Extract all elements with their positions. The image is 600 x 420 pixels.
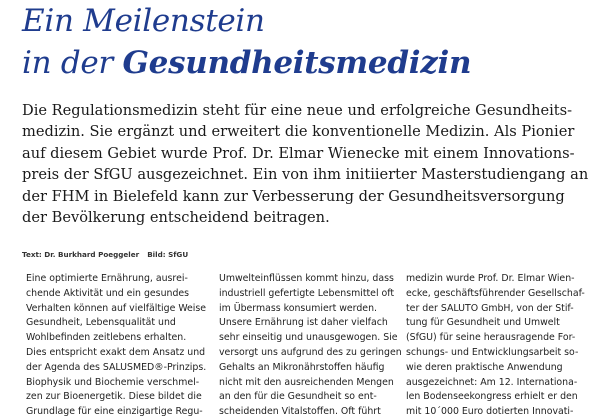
column-line: len Bodenseekongress erhielt er den [406, 391, 578, 403]
column-line: medizin wurde Prof. Dr. Elmar Wien- [406, 273, 575, 284]
column-line: ausgezeichnet: Am 12. Internationa- [406, 376, 578, 388]
lead-line: der Bevölkerung entscheidend beitragen. [22, 209, 330, 227]
title-line-2-prefix: in der [22, 45, 123, 81]
lead-paragraph [22, 100, 592, 228]
column-line: nicht mit den ausreichenden Mengen [219, 376, 394, 388]
column-line: Verhalten können auf vielfältige Weise [26, 302, 207, 314]
column-line: an den für die Gesundheit so ent- [219, 391, 377, 403]
author-credit: Text: Dr. Burkhard Poeggeler [22, 250, 140, 259]
column-line: Grundlage für eine einzigartige Regu- [26, 406, 203, 418]
article-title [22, 0, 471, 84]
body-column-1 [26, 272, 207, 420]
column-line: scheidenden Vitalstoffen. Oft führt [219, 406, 381, 418]
column-line: zen zur Bioenergetik. Diese bildet die [26, 391, 202, 403]
lead-line: preis der SfGU ausgezeichnet. Ein von ihm initiierter Masterstudiengang an [22, 166, 589, 184]
column-line: mit 10´000 Euro dotierten Innovati- [406, 406, 574, 418]
column-line: Wohlbefinden zeitlebens erhalten. [26, 332, 187, 344]
title-line-2 [22, 42, 471, 84]
column-line: Biophysik und Biochemie verschmel- [26, 376, 200, 388]
column-line: ecke, geschäftsführender Gesellschaf- [406, 287, 585, 299]
article-credits [22, 250, 188, 260]
body-column-3 [406, 272, 586, 420]
column-line: ter der SALUTO GmbH, von der Stif- [406, 302, 574, 314]
lead-line: medizin. Sie ergänzt und erweitert die konventionelle Medizin. Als Pionier [22, 123, 575, 141]
column-line: (SfGU) für seine herausragende For- [406, 332, 576, 344]
column-line: Umwelteinflüssen kommt hinzu, dass [219, 273, 394, 284]
lead-line: der FHM in Bielefeld kann zur Verbesserung der Gesundheitsversorgung [22, 187, 565, 205]
column-line: sehr einseitig und unausgewogen. Sie [219, 332, 398, 344]
column-line: wie deren praktische Anwendung [406, 361, 563, 373]
column-line: schungs- und Entwicklungsarbeit so- [406, 346, 579, 358]
column-line: tung für Gesundheit und Umwelt [406, 317, 560, 329]
lead-line: auf diesem Gebiet wurde Prof. Dr. Elmar Wienecke mit einem Innovations- [22, 144, 575, 162]
image-credit: Bild: SfGU [147, 250, 189, 259]
column-line: Dies entspricht exakt dem Ansatz und [26, 346, 206, 358]
column-line: im Übermass konsumiert werden. [219, 302, 377, 314]
column-line: Eine optimierte Ernährung, ausrei- [26, 273, 188, 284]
column-line: industriell gefertigte Lebensmittel oft [219, 287, 395, 299]
body-column-2 [219, 272, 402, 420]
title-line-2-bold: Gesundheitsmedizin [122, 45, 472, 81]
column-line: Gehalts an Mikronährstoffen häufig [219, 361, 385, 373]
column-line: der Agenda des SALUSMED®-Prinzips. [26, 361, 207, 373]
column-line: Unsere Ernährung ist daher vielfach [219, 317, 388, 329]
column-line: Gesundheit, Lebensqualität und [26, 317, 176, 329]
lead-line: Die Regulationsmedizin steht für eine neue und erfolgreiche Gesundheits- [22, 102, 573, 119]
column-line: versorgt uns aufgrund des zu geringen [219, 346, 402, 358]
title-line-1: Ein Meilenstein [22, 3, 265, 39]
column-line: chende Aktivität und ein gesundes [26, 287, 190, 299]
